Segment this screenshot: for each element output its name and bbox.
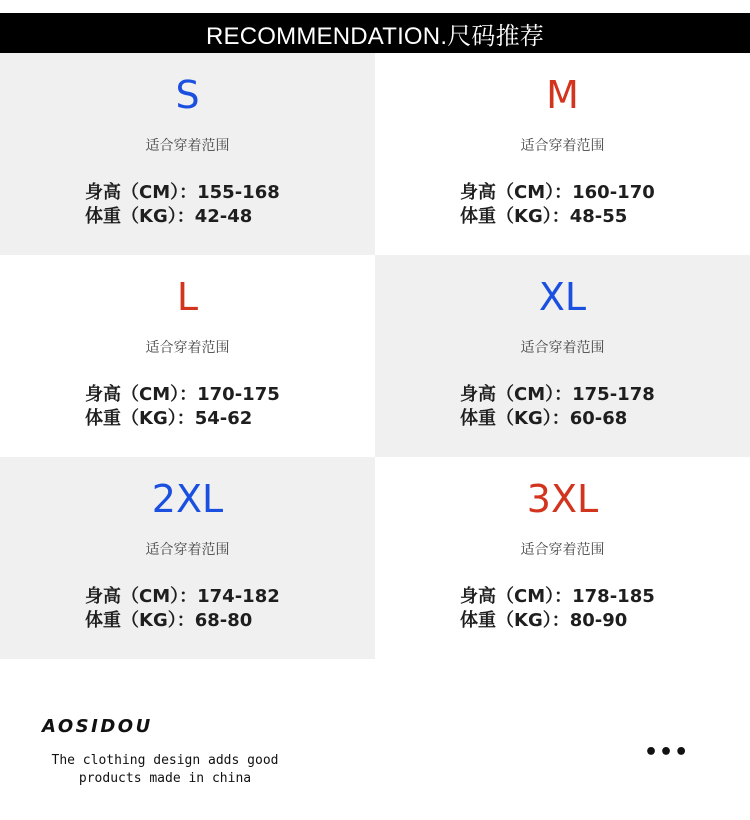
- weight-range: 体重（KG）：54-62: [85, 408, 253, 429]
- tagline-line: The clothing design adds good: [51, 753, 279, 768]
- height-range: 身高（CM）：178-185: [460, 586, 655, 607]
- weight-range: 体重（KG）：42-48: [85, 206, 253, 227]
- size-specs: [460, 181, 655, 229]
- size-specs: [85, 585, 280, 633]
- height-range: 身高（CM）：160-170: [460, 182, 655, 203]
- fit-range-label: 适合穿着范围: [145, 138, 230, 154]
- weight-range: 体重（KG）：48-55: [460, 206, 628, 227]
- size-label: XL: [538, 275, 587, 319]
- brand-logo: AOSIDOU: [42, 716, 153, 737]
- size-specs: [460, 585, 655, 633]
- size-card-s: [0, 53, 375, 255]
- size-label: 3XL: [526, 477, 599, 521]
- header-title: RECOMMENDATION.尺码推荐: [205, 22, 545, 50]
- more-dots-icon: •••: [644, 740, 690, 765]
- size-label: 2XL: [151, 477, 224, 521]
- size-label: S: [175, 73, 200, 117]
- height-range: 身高（CM）：174-182: [85, 586, 280, 607]
- page-header: [0, 13, 750, 53]
- weight-range: 体重（KG）：68-80: [85, 610, 253, 631]
- size-chart-grid: [0, 53, 750, 659]
- tagline-line: products made in china: [78, 771, 252, 786]
- fit-range-label: 适合穿着范围: [520, 340, 605, 356]
- fit-range-label: 适合穿着范围: [145, 542, 230, 558]
- fit-range-label: 适合穿着范围: [520, 138, 605, 154]
- height-range: 身高（CM）：170-175: [85, 384, 280, 405]
- weight-range: 体重（KG）：60-68: [460, 408, 628, 429]
- weight-range: 体重（KG）：80-90: [460, 610, 628, 631]
- size-card-xl: [375, 255, 750, 457]
- size-specs: [85, 383, 280, 431]
- size-card-l: [0, 255, 375, 457]
- height-range: 身高（CM）：155-168: [85, 182, 280, 203]
- size-card-m: [375, 53, 750, 255]
- size-card-2xl: [0, 457, 375, 659]
- fit-range-label: 适合穿着范围: [145, 340, 230, 356]
- height-range: 身高（CM）：175-178: [460, 384, 655, 405]
- size-label: L: [176, 275, 199, 319]
- brand-tagline: [40, 752, 290, 788]
- size-specs: [460, 383, 655, 431]
- size-label: M: [546, 73, 579, 117]
- fit-range-label: 适合穿着范围: [520, 542, 605, 558]
- size-specs: [85, 181, 280, 229]
- size-card-3xl: [375, 457, 750, 659]
